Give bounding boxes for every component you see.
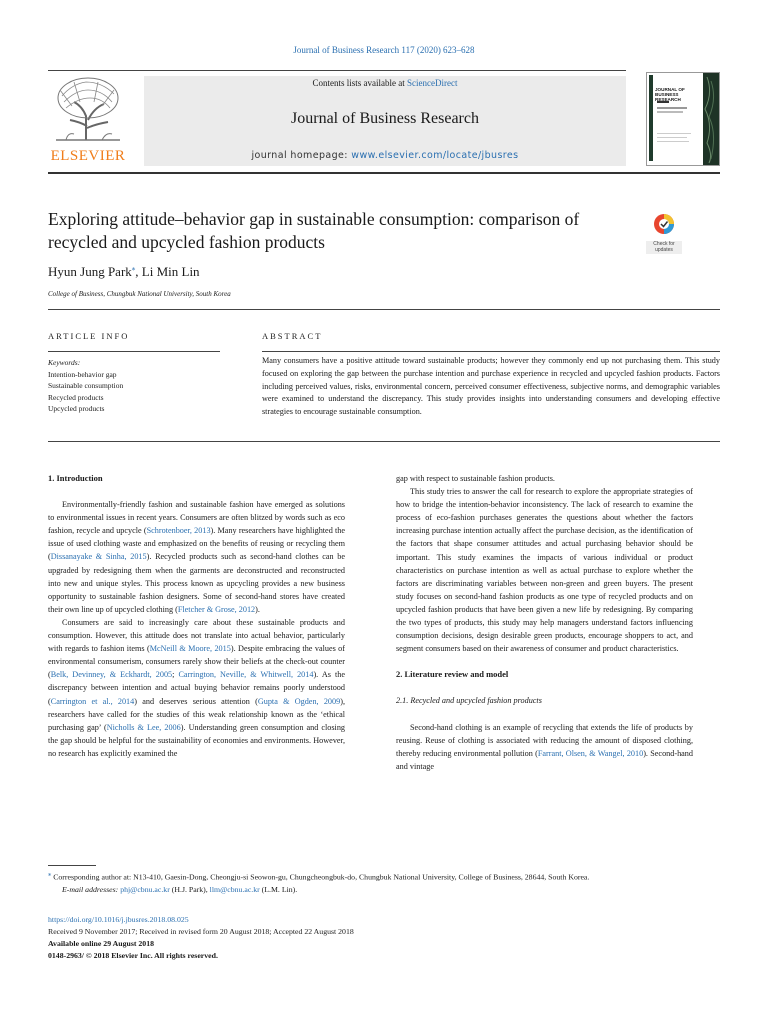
body-column-left [48,472,345,760]
email-line [48,884,720,896]
paragraph-text: Second-hand clothing is an example of recycling that extends the life of products by reusing. Reuse of clothing is associated with reducing the amount of disposed clothing, thereby reducing environmental pollution ( [396,722,693,758]
keyword-item: Intention-behavior gap [48,369,117,379]
keywords-label: Keywords: [48,358,81,367]
paragraph-text: ). Despite embracing the values of environmental consumerism, consumers rarely show their beliefs at the check-out counter ( [48,644,346,680]
paragraph-text: ). As the discrepancy between intention and actual buying behavior remains poorly understood ( [48,670,345,706]
footnote [48,869,720,896]
citation-link[interactable]: Carrington, Neville, & Whitwell, 2014 [178,670,314,680]
citation-link[interactable]: Nicholls & Lee, 2006 [106,722,181,732]
journal-cover-thumbnail[interactable] [646,72,720,166]
elsevier-logo [48,76,128,166]
footnote-divider [48,865,96,866]
journal-homepage-link[interactable]: www.elsevier.com/locate/jbusres [351,150,519,161]
citation-link[interactable]: Farrant, Olsen, & Wangel, 2010 [537,748,644,758]
email-note: (H.J. Park), [169,884,210,894]
paragraph [396,721,693,773]
citation-link[interactable]: Belk, Devinney, & Eckhardt, 2005 [50,670,173,680]
paragraph: gap with respect to sustainable fashion products. [396,474,555,483]
paragraph-text: ). Understanding green consumption and closing the gap should be helpful for the sustainability of economies and environments. However, no research has explicitly examined the [48,722,346,758]
author-name: Hyun Jung Park [48,264,132,279]
journal-title: Journal of Business Research [291,110,479,127]
check-for-updates-button[interactable] [646,212,682,253]
subsection-heading: 2.1. Recycled and upcycled fashion products [396,696,542,706]
paragraph: This study tries to answer the call for research to explore the appropriate strategies of how to bridge the intention-behavior inconsistency. The lack of research to examine the process of eco-fashion purchases generates the questions about whether the factors increasing purchase intention actually affect the purchase decision, as the identification of the factors that shape consumer attitudes and actual purchasing behavior should be important. This study examines the impacts of various individual or product characteristics on purchase intention as well as actual purchase to explore whether the factors are discriminating variables between non-green and green buyers. The present study focuses on second-hand fashion products as one type of recycled products and on upcycled fashion products that have been given a new life by redesigning. By comparing the two types of products, this study may help managers understand factors influencing consumption decisions, design desirable green products, encourage shoppers to act, and segment consumers based on their awareness of consumer and product characteristics. [396,487,693,654]
abstract-heading: ABSTRACT [262,331,323,341]
homepage-line [144,150,626,161]
section-heading: 1. Introduction [48,473,103,483]
paragraph-text: ). Many researchers have highlighted the issue of used clothing waste and emphasized on the benefits of reusing or recycling them ( [48,526,345,562]
author-separator: , [135,264,142,279]
paragraph [48,498,345,616]
contents-line [144,78,626,88]
paragraph-text: ; [172,670,179,680]
corresponding-author-mark[interactable]: ⁎ [131,264,136,273]
doi-link[interactable]: https://doi.org/10.1016/j.jbusres.2018.08.025 [48,915,189,924]
journal-header-box [144,76,626,166]
journal-citation-link[interactable]: Journal of Business Research 117 (2020) 623–628 [293,45,475,55]
citation-link[interactable]: Fletcher & Grose, 2012 [177,604,256,614]
authors [48,264,200,280]
citation-link[interactable]: McNeill & Moore, 2015 [149,644,231,654]
keyword-item: Recycled products [48,392,104,402]
available-online: Available online 29 August 2018 [48,939,154,948]
section-heading: 2. Literature review and model [396,669,509,680]
paragraph-text: ). Second-hand and vintage [396,748,693,771]
paragraph-text: Consumers are said to increasingly care about these sustainable products and consumption. However, this attitude does not translate into actual behavior, particularly with regards to fashion items ( [48,617,345,654]
contents-prefix: Contents lists available at [312,78,407,88]
homepage-prefix: journal homepage: [251,150,352,161]
elsevier-wordmark: ELSEVIER [50,148,126,164]
elsevier-tree-icon [52,76,124,142]
email-label: E-mail addresses: [62,884,121,894]
check-updates-icon [646,212,682,236]
body-column-right [396,472,693,773]
received-dates: Received 9 November 2017; Received in revised form 20 August 2018; Accepted 22 August 2018 [48,927,354,936]
affiliation: College of Business, Chungbuk National University, South Korea [48,290,231,298]
cover-title: JOURNAL OF BUSINESS RESEARCH [655,87,685,102]
abstract-text: Many consumers have a positive attitude toward sustainable products; however they commonly end up not purchasing them. This study focused on exploring the gap between the purchase intention and purchase experience in recycled and upcycled fashion products. Factors including perceived values, risks, environmental concern, perceived consumer effectiveness, subjective norms, and demographic variables were examined to understand the discrepancy. This study provides insights into understanding consumers and developing effective strategies to encourage sustainable consumption. [262,356,720,417]
footnote-mark[interactable]: ⁎ [48,871,52,878]
paragraph-text: ), researchers have called for the studies of this weak relationship known as the ‘ethical purchasing gap’ ( [48,696,345,732]
article-info-heading: ARTICLE INFO [48,331,130,341]
email-link[interactable]: phj@cbnu.ac.kr [120,884,170,894]
paragraph-text: Environmentally-friendly fashion and sustainable fashion have emerged as solutions to environmental issues in recent years. Consumers are often blitzed by words such as eco fashion, recycle and upcycle ( [48,500,345,536]
paragraph [48,616,345,760]
abstract-end-divider [48,441,720,442]
citation-link[interactable]: Carrington et al., 2014 [50,696,135,706]
email-note: (L.M. Lin). [259,884,298,894]
article-title: Exploring attitude–behavior gap in sustainable consumption: comparison of recycled and upcycled fashion products [48,209,580,252]
email-link[interactable]: llm@cbnu.ac.kr [209,884,260,894]
sciencedirect-link[interactable]: ScienceDirect [407,78,458,88]
publication-info [48,914,720,962]
keyword-item: Upcycled products [48,404,105,413]
copyright: 0148-2963/ © 2018 Elsevier Inc. All rights reserved. [48,951,218,960]
keywords-block [48,357,220,415]
citation-link[interactable]: Schrotenboer, 2013 [146,526,211,536]
section-divider [48,309,720,310]
check-updates-label: Check for updates [646,241,682,254]
paragraph-text: ). [255,604,260,614]
corresponding-author-note [48,869,720,884]
author-name: Li Min Lin [141,264,200,279]
citation-link[interactable]: Gupta & Ogden, 2009 [257,696,341,706]
header-divider-bottom [48,172,720,174]
paragraph-text: ) and deserves serious attention ( [134,696,258,706]
citation-link[interactable]: Dissanayake & Sinha, 2015 [50,552,147,562]
footnote-text: Corresponding author at: N13-410, Gaesin-Dong, Cheongju-si Seowon-gu, Chungcheongbuk-do, Chungbuk National University, College of Business, 28644, South Korea. [51,872,590,882]
keyword-item: Sustainable consumption [48,381,124,390]
paragraph-text: ). Recycled products such as second-hand clothes can be upgraded by redesigning them when the garments are deconstructed and reconstructed into new and unique styles. This process known as upcycling provides a new business opportunity to sustainable fashion designers. Some of second-hand stores have created their own line up of upcycled clothing ( [48,552,345,614]
article-info-divider [48,351,220,352]
abstract-divider [262,351,720,352]
header-divider-top [48,70,626,71]
